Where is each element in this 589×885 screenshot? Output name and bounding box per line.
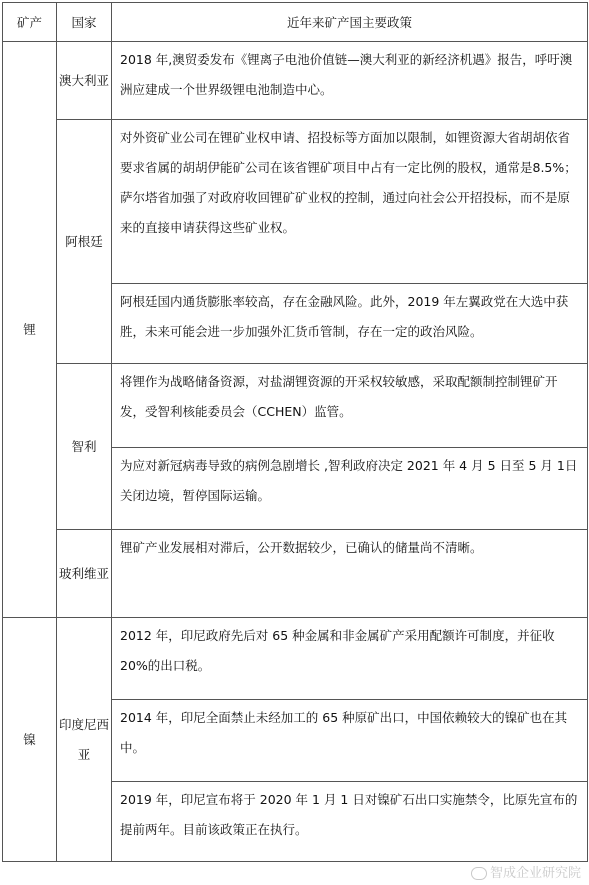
policy-cell: 锂矿产业发展相对滞后，公开数据较少，已确认的储量尚不清晰。 xyxy=(112,530,588,618)
policy-cell: 对外资矿业公司在锂矿业权申请、招投标等方面加以限制，如锂资源大省胡胡依省要求省属的胡胡伊能矿公司在该省锂矿项目中占有一定比例的股权，通常是8.5%；萨尔塔省加强了对政府收回锂矿矿业权的控制，通过向社会公开招投标，而不是原来的直接申请获得这些矿业权。 xyxy=(112,120,588,284)
watermark-text: 智成企业研究院 xyxy=(489,866,581,881)
policy-cell: 阿根廷国内通货膨胀率较高，存在金融风险。此外，2019 年左翼政党在大选中获胜，未来可能会进一步加强外汇货币管制，存在一定的政治风险。 xyxy=(112,284,588,364)
policy-cell: 2014 年，印尼全面禁止未经加工的 65 种原矿出口，中国依赖较大的镍矿也在其中。 xyxy=(112,700,588,782)
policy-cell: 2012 年，印尼政府先后对 65 种金属和非金属矿产采用配额许可制度，并征收20%的出口税。 xyxy=(112,618,588,700)
mineral-nickel: 镍 xyxy=(3,618,57,862)
table-row xyxy=(3,364,588,448)
policy-cell: 将锂作为战略储备资源，对盐湖锂资源的开采权较敏感，采取配额制控制锂矿开发，受智利核能委员会（CCHEN）监管。 xyxy=(112,364,588,448)
table-row xyxy=(3,120,588,284)
table-row xyxy=(3,530,588,618)
header-row xyxy=(3,3,588,42)
policy-table xyxy=(2,2,588,862)
watermark xyxy=(471,862,581,881)
header-policy: 近年来矿产国主要政策 xyxy=(112,3,588,42)
policy-cell: 为应对新冠病毒导致的病例急剧增长 ,智利政府决定 2021 年 4 月 5 日至 5 月 1日关闭边境，暂停国际运输。 xyxy=(112,448,588,530)
table-row xyxy=(3,618,588,700)
country-chile: 智利 xyxy=(57,364,112,530)
header-country: 国家 xyxy=(57,3,112,42)
policy-cell: 2018 年,澳贸委发布《锂离子电池价值链—澳大利亚的新经济机遇》报告，呼吁澳洲应建成一个世界级锂电池制造中心。 xyxy=(112,42,588,120)
country-australia: 澳大利亚 xyxy=(57,42,112,120)
table-row xyxy=(3,42,588,120)
header-mineral: 矿产 xyxy=(3,3,57,42)
weibo-icon xyxy=(471,867,487,880)
country-bolivia: 玻利维亚 xyxy=(57,530,112,618)
country-argentina: 阿根廷 xyxy=(57,120,112,364)
country-indonesia: 印度尼西亚 xyxy=(57,618,112,862)
mineral-lithium: 锂 xyxy=(3,42,57,618)
policy-cell: 2019 年，印尼宣布将于 2020 年 1 月 1 日对镍矿石出口实施禁令，比原先宣布的提前两年。目前该政策正在执行。 xyxy=(112,782,588,862)
